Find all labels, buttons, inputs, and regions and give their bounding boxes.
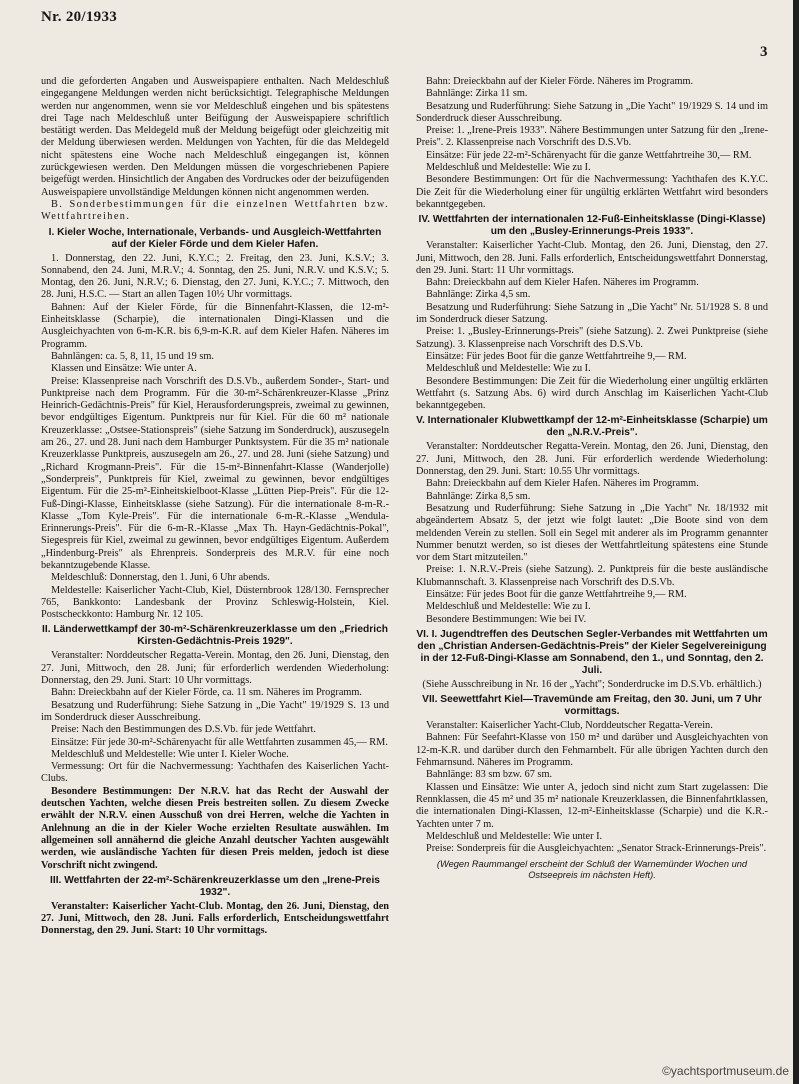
paragraph: Preise: 1. „Irene-Preis 1933". Nähere Bestimmungen unter Satzung für den „Irene-Preis". 2. Klassenpreise nach Vorschrift des D.S.Vb. bbox=[416, 125, 768, 149]
section-b-heading: B. Sonderbestimmungen für die einzelnen Wettfahrten bzw. Wettfahrtreihen. bbox=[41, 198, 389, 223]
paragraph: Bahn: Dreieckbahn auf der Kieler Förde, ca. 11 sm. Näheres im Programm. bbox=[51, 687, 362, 699]
paragraph: Bahnlängen: ca. 5, 8, 11, 15 und 19 sm. bbox=[51, 350, 214, 362]
section-heading-ii: II. Länderwettkampf der 30-m²-Schärenkreuzerklasse um den „Friedrich Kirsten-Gedächtnis-Preis 1929". bbox=[42, 624, 388, 648]
paragraph: Preise: Nach den Bestimmungen des D.S.Vb. für jede Wettfahrt. bbox=[51, 724, 316, 736]
paragraph: Besatzung und Ruderführung: Siehe Satzung in „Die Yacht" 19/1929 S. 14 und im Sonderdruck dieser Ausschreibung. bbox=[416, 100, 768, 124]
paragraph: Meldeschluß und Meldestelle: Wie zu I. bbox=[426, 363, 591, 375]
paragraph: Einsätze: Für jede 30-m²-Schärenyacht für alle Wettfahrten zusammen 45,— RM. bbox=[51, 736, 388, 748]
section-heading-vii: VII. Seewettfahrt Kiel—Travemünde am Freitag, den 30. Juni, um 7 Uhr vormittags. bbox=[422, 694, 762, 718]
paragraph: Preise: Sonderpreis für die Ausgleichyachten: „Senator Strack-Erinnerungs-Preis". bbox=[426, 843, 767, 855]
paragraph: Besatzung und Ruderführung: Siehe Satzung in „Die Yacht" Nr. 18/1932 mit abgeändertem Absatz 5, der jetzt wie folgt lautet: „Die Boote sind von dem meldenden Verein zu stellen. Soll ein Segel mit anderer als im Programm genannter Nummer benutzt werden, so ist dieses der Wettfahrtleitung spätestens eine Stunde vor dem Start mitzuteilen." bbox=[416, 502, 768, 564]
paragraph: Bahnen: Für Seefahrt-Klasse von 150 m² und darüber und Ausgleichyachten von 12-m-K.R. und darüber durch den Fehmarnbelt. Für alle übrigen Yachten durch den Fehmarnsund. Näheres im Programm. bbox=[416, 732, 768, 769]
paragraph: 1. Donnerstag, den 22. Juni, K.Y.C.; 2. Freitag, den 23. Juni, K.S.V.; 3. Sonnabend, den 24. Juni, M.R.V.; 4. Sonntag, den 25. Juni, N.R.V. und K.S.V.; 5. Montag, den 26. Juni, N.R.V.; 6. Dienstag, den 27. Juni, K.Y.C.; 7. Mittwoch, den 28. Juni, H.S.C. — Start an allen Tagen 10½ Uhr vormittags. bbox=[41, 252, 389, 301]
paragraph: Veranstalter: Kaiserlicher Yacht-Club, Norddeutscher Regatta-Verein. bbox=[426, 720, 713, 732]
paragraph: Meldeschluß und Meldestelle: Wie zu I. bbox=[426, 601, 591, 613]
paragraph: Meldeschluß und Meldestelle: Wie zu I. bbox=[426, 162, 591, 174]
paragraph: Vermessung: Ort für die Nachvermessung: Yachthafen des Kaiserlichen Yacht-Clubs. bbox=[41, 761, 389, 785]
paragraph: Klassen und Einsätze: Wie unter A. bbox=[51, 363, 197, 375]
paragraph: Bahnlänge: Zirka 11 sm. bbox=[426, 88, 528, 100]
paragraph: Preise: 1. N.R.V.-Preis (siehe Satzung). 2. Punktpreis für die beste ausländische Klubmannschaft. 3. Klassenpreise nach Vorschrift des D.S.Vb. bbox=[416, 564, 768, 588]
section-heading-v: V. Internationaler Klubwettkampf der 12-m²-Einheitsklasse (Scharpie) um den „N.R.V.-Preis". bbox=[416, 415, 768, 439]
paragraph: Besondere Bestimmungen: Der N.R.V. hat das Recht der Auswahl der deutschen Yachten, welche diesen Preis bestreiten sollen. Zu diesem Zwecke erwählt der N.R.V. einen Ausschuß von drei Herren, welche die Yachten in Anlehnung an die in der Kieler Woche erzielten Resultate auswählen. Im allgemeinen soll annähernd die gleiche Anzahl deutscher Yachten ausgewählt werden, wie ausländische Yachten für diesen Preis melden, jedoch ist diese Vorschrift nicht zwingend. bbox=[41, 785, 389, 871]
paragraph: Bahn: Dreieckbahn auf der Kieler Förde. Näheres im Programm. bbox=[426, 76, 694, 87]
paragraph: Meldeschluß und Meldestelle: Wie unter I. Kieler Woche. bbox=[51, 748, 289, 760]
paragraph: Meldeschluß: Donnerstag, den 1. Juni, 6 Uhr abends. bbox=[51, 572, 270, 584]
section-heading-vi: VI. I. Jugendtreffen des Deutschen Segler-Verbandes mit Wettfahrten um den „Christian Andersen-Gedächtnis-Preis" der Kieler Segelvereinigung in der 12-Fuß-Dingi-Klasse am Sonnabend, den 1., und Sonntag, den 2. Juli. bbox=[416, 628, 768, 676]
paragraph: Bahn: Dreieckbahn auf dem Kieler Hafen. Näheres im Programm. bbox=[426, 277, 699, 289]
paragraph: Bahnen: Auf der Kieler Förde, für die Binnenfahrt-Klassen, die 12-m²-Einheitsklasse (Scharpie), die internationalen Dingi-Klassen und die Ausgleichyachten von 6-m-K.R. bis 6,9-m-K.R. auf dem Kieler Hafen. Näheres im Programm. bbox=[41, 301, 389, 350]
paragraph: Besatzung und Ruderführung: Siehe Satzung in „Die Yacht" 19/1929 S. 13 und im Sonderdruck dieser Ausschreibung. bbox=[41, 699, 389, 723]
paragraph: Besondere Bestimmungen: Wie bei IV. bbox=[426, 613, 587, 625]
paragraph: Bahnlänge: Zirka 4,5 sm. bbox=[426, 289, 531, 301]
section-heading-iv: IV. Wettfahrten der internationalen 12-Fuß-Einheitsklasse (Dingi-Klasse) um den „Busley-Erinnerungs-Preis 1933". bbox=[418, 214, 766, 238]
section-heading-iii: III. Wettfahrten der 22-m²-Schärenkreuzerklasse um den „Irene-Preis 1932". bbox=[50, 874, 380, 898]
paragraph: Veranstalter: Kaiserlicher Yacht-Club. Montag, den 26. Juni, Dienstag, den 27. Juni, Mittwoch, den 28. Juni. Falls erforderlich, Entscheidungswettfahrt Donnerstag, den 29. Juni. Start: 11 Uhr vormittags. bbox=[416, 240, 768, 276]
paragraph: Besondere Bestimmungen: Die Zeit für die Wiederholung einer ungültig erklärten Wettfahrt (s. Satzung Abs. 6) wird durch Anschlag im Kaiserlichen Yacht-Club bekanntgegeben. bbox=[416, 375, 768, 412]
paragraph: (Siehe Ausschreibung in Nr. 16 der „Yacht"; Sonderdrucke im D.S.Vb. erhältlich.) bbox=[422, 678, 762, 690]
paragraph: Einsätze: Für jedes Boot für die ganze Wettfahrtreihe 9,— RM. bbox=[426, 350, 687, 362]
paragraph: und die geforderten Angaben und Ausweispapiere enthalten. Nach Meldeschluß eingegangene Meldungen werden nicht berücksichtigt. Telegraphische Meldungen werden nur angenommen, wenn sie vor Meldeschluß eingehen und bis spätestens drei Tage nach Meldeschluß unter Beifügung der Ausweispapiere schriftlich bestätigt werden. Das Meldegeld muß der Meldung beigefügt oder gleichzeitig mit der Meldung überwiesen werden. Meldungen von Yachten, für die das Meldegeld nicht spätestens eine Woche nach Meldeschluß eingegangen ist, können zurückgewiesen werden. Den Meldungen müssen die vorgeschriebenen Papiere beigefügt werden. Hinsichtlich der Angaben des Vordruckes oder der beizufügenden Ausweispapiere unvollständige Meldungen können nicht angenommen werden. bbox=[41, 76, 389, 198]
left-column bbox=[41, 76, 389, 1082]
paragraph: Bahnlänge: Zirka 8,5 sm. bbox=[426, 490, 531, 502]
paragraph: Veranstalter: Norddeutscher Regatta-Verein. Montag, den 26. Juni, Dienstag, den 27. Juni, Mittwoch, den 28. Juni. Für erforderlich werdende Wiederholung: Donnerstag, den 29. Juni. Start: 10.55 Uhr vormittags. bbox=[416, 441, 768, 478]
paragraph: Klassen und Einsätze: Wie unter A, jedoch sind nicht zum Start zugelassen: Die Rennklassen, die 45 m² und 35 m² nationale Kreuzerklassen, die Binnenfahrtklassen, die internationalen Dingi-Klassen, 12-m²-Einheitsklasse (Scharpie) und die K.R.-Yachten unter 7 m. bbox=[416, 781, 768, 830]
paragraph: Preise: 1. „Busley-Erinnerungs-Preis" (siehe Satzung). 2. Zwei Punktpreise (siehe Satzung). 3. Klassenpreise nach Vorschrift des D.S.Vb. bbox=[416, 326, 768, 350]
page-edge bbox=[793, 0, 799, 1084]
paragraph: Besatzung und Ruderführung: Siehe Satzung in „Die Yacht" Nr. 51/1928 S. 8 und im Sonderdruck dieser Satzung. bbox=[416, 301, 768, 326]
paragraph: Einsätze: Für jede 22-m²-Schärenyacht für die ganze Wettfahrtreihe 30,— RM. bbox=[426, 149, 752, 161]
section-heading-i: I. Kieler Woche, Internationale, Verbands- und Ausgleich-Wettfahrten auf der Kieler Förde und dem Kieler Hafen. bbox=[48, 226, 382, 250]
page-number: 3 bbox=[760, 44, 768, 60]
paragraph: Meldeschluß und Meldestelle: Wie unter I. bbox=[426, 830, 603, 842]
paragraph: Besondere Bestimmungen: Ort für die Nachvermessung: Yachthafen des K.Y.C. Die Zeit für die Wiederholung einer für ungültig erklärten Wettfahrt wird besonders bekanntgegeben. bbox=[416, 174, 768, 210]
paragraph: Veranstalter: Kaiserlicher Yacht-Club. Montag, den 26. Juni, Dienstag, den 27. Juni, Mittwoch, den 28. Juni. Falls erforderlich, Entscheidungswettfahrt Donnerstag, den 29. Juni. Start: 10 Uhr vormittags. bbox=[41, 900, 389, 937]
paragraph: Veranstalter: Norddeutscher Regatta-Verein. Montag, den 26. Juni, Dienstag, den 27. Juni, Mittwoch, den 28. Juni; für erforderlich werdenden Wiederholung: Donnerstag, den 29. Juni. Start: 10 Uhr vormittags. bbox=[41, 650, 389, 687]
paragraph: Bahnlänge: 83 sm bzw. 67 sm. bbox=[426, 769, 553, 781]
watermark: ©yachtsportmuseum.de bbox=[662, 1064, 789, 1078]
right-column bbox=[416, 76, 768, 1082]
paragraph: Meldestelle: Kaiserlicher Yacht-Club, Kiel, Düsternbrook 128/130. Fernsprecher 765, Bankkonto: Landesbank der Provinz Schleswig-Holstein, Kiel. Postscheckkonto: Hamburg Nr. 12 105. bbox=[41, 584, 389, 621]
paragraph: Preise: Klassenpreise nach Vorschrift des D.S.Vb., außerdem Sonder-, Start- und Punktpreise nach dem Programm. Für die 30-m²-Schärenkreuzer-Klasse „Prinz Heinrich-Gedächtnis-Preis" für Kiel, Herausforderungspreis, zweimal zu gewinnen, bevor endgültiges Eigentum. Punktpreis nur für Kiel. Für die 60 m² nationale Kreuzerklasse: „Ostsee-Stationspreis" (siehe Satzung im Sonderdruck), auszusegeln am 26., 27. und 28. Juni nach dem Hamburger Punktsystem. Für die 35 m² nationale Kreuzerklasse Punktpreis, auszusegeln am 26., 27. und 28. Juni (siehe Satzung) und „Richard Krogmann-Preis". Für die 15-m²-Binnenfahrt-Klasse (Wanderjolle) „Sonderpreis", Punktpreis für Kiel, zweimal zu gewinnen, bevor endgültiges Eigentum. Für die 25-m²-Einheitskielboot-Klasse „Lütten Piep-Preis". Für die 12-Fuß-Dingi-Klasse, Einheitsklasse (siehe Satzung). Für die internationale 8-m-R.-Klasse „Tom Kyle-Preis". Für die internationale 6-m-R.-Klasse „Wendula-Erinnerungs-Preis". Für die 6-m-R.-Klasse „Max Th. Hayn-Gedächtnis-Pokal", Siegespreis für Kiel, zweimal zu gewinnen, bevor endgültiges Eigentum. Außerdem „Hindenburg-Preis" als Ehrenpreis. Sonderpreis des M.R.V. für eine noch bekanntzugebende Klasse. bbox=[41, 375, 389, 571]
paragraph: Bahn: Dreieckbahn auf dem Kieler Hafen. Näheres im Programm. bbox=[426, 478, 699, 490]
issue-number: Nr. 20/1933 bbox=[41, 9, 118, 25]
paragraph: Einsätze: Für jedes Boot für die ganze Wettfahrtreihe 9,— RM. bbox=[426, 588, 687, 600]
footer-note: (Wegen Raummangel erscheint der Schluß der Warnemünder Wochen und Ostseepreis im nächsten Heft). bbox=[436, 859, 748, 881]
